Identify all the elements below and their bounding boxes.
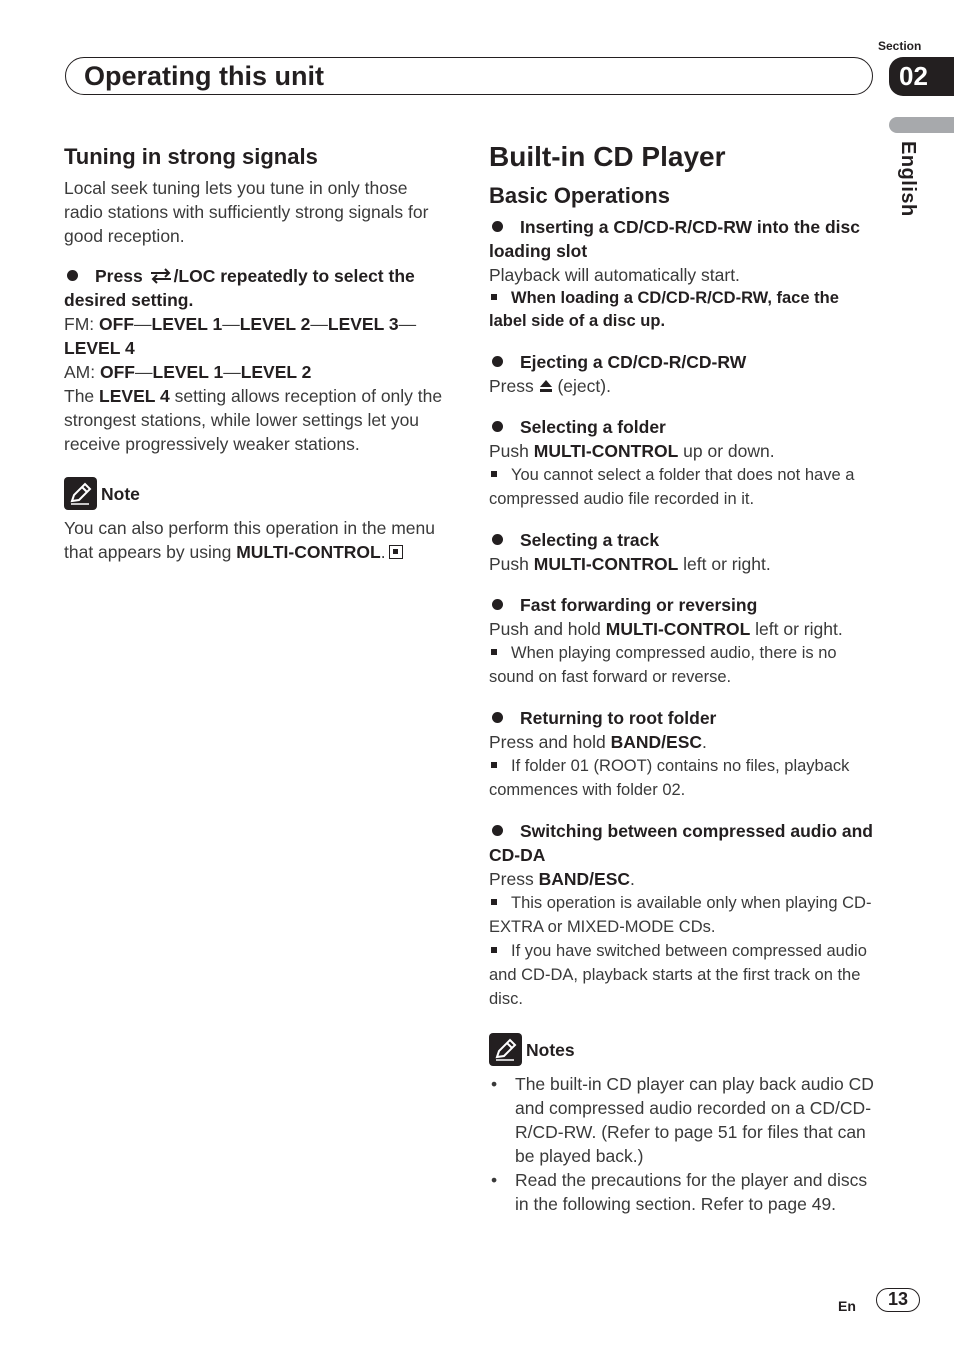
page-title: Operating this unit bbox=[84, 61, 324, 91]
insert-body: Playback will automatically start. bbox=[489, 265, 740, 285]
square-bullet-icon bbox=[491, 947, 497, 953]
left-column bbox=[64, 143, 449, 564]
square-bullet-icon bbox=[491, 899, 497, 905]
square-bullet-icon bbox=[491, 294, 497, 300]
bullet-dot-icon bbox=[492, 421, 503, 432]
note-text: You can also perform this operation in the menu that appears by using MULTI-CONTROL. bbox=[64, 518, 435, 562]
footer-language-code: En bbox=[838, 1298, 856, 1314]
ff-body: Push and hold MULTI-CONTROL left or right. bbox=[489, 619, 843, 639]
end-mark-icon bbox=[389, 545, 403, 559]
list-item: • The built-in CD player can play back audio CD and compressed audio recorded on a CD/CD-R/CD-RW. (Refer to page 51 for files that can be played back.) bbox=[491, 1074, 874, 1166]
switch-heading: Switching between compressed audio and CD-DA bbox=[489, 821, 873, 865]
eject-icon bbox=[539, 379, 553, 393]
section-number-tab: 02 bbox=[889, 57, 954, 96]
eject-body: Press (eject). bbox=[489, 376, 611, 396]
switch-body: Press BAND/ESC. bbox=[489, 869, 635, 889]
folder-body: Push MULTI-CONTROL up or down. bbox=[489, 441, 775, 461]
insert-heading: Inserting a CD/CD-R/CD-RW into the disc loading slot bbox=[489, 217, 860, 261]
subheading-basic-operations: Basic Operations bbox=[489, 183, 670, 208]
switch-note-1: This operation is available only when playing CD-EXTRA or MIXED-MODE CDs. bbox=[489, 894, 872, 936]
root-body: Press and hold BAND/ESC. bbox=[489, 732, 707, 752]
insert-note: When loading a CD/CD-R/CD-RW, face the label side of a disc up. bbox=[489, 289, 839, 330]
notes-header: Notes bbox=[489, 1033, 874, 1066]
notes-list bbox=[489, 1072, 874, 1216]
note-pencil-icon bbox=[489, 1033, 522, 1066]
track-heading: Selecting a track bbox=[489, 528, 874, 552]
square-bullet-icon bbox=[491, 762, 497, 768]
section-label: Section bbox=[878, 39, 922, 53]
eject-heading: Ejecting a CD/CD-R/CD-RW bbox=[489, 350, 874, 374]
bullet-dot-icon bbox=[492, 599, 503, 610]
track-body: Push MULTI-CONTROL left or right. bbox=[489, 554, 771, 574]
square-bullet-icon bbox=[491, 471, 497, 477]
right-column bbox=[489, 140, 874, 1216]
bullet-dot-icon bbox=[492, 825, 503, 836]
fm-levels: FM: OFF—LEVEL 1—LEVEL 2—LEVEL 3— LEVEL 4 bbox=[64, 314, 417, 358]
intro-text: Local seek tuning lets you tune in only those radio stations with sufficiently strong signals for good reception. bbox=[64, 178, 429, 246]
switch-note-2: If you have switched between compressed audio and CD-DA, playback starts at the first track on the disc. bbox=[489, 942, 867, 1008]
page-number: 13 bbox=[876, 1288, 920, 1312]
step-press-loc: Press /LOC repeatedly to select the desired setting. bbox=[64, 266, 415, 310]
bullet-dot-icon bbox=[67, 270, 78, 281]
am-levels: AM: OFF—LEVEL 1—LEVEL 2 bbox=[64, 362, 312, 382]
root-note: If folder 01 (ROOT) contains no files, playback commences with folder 02. bbox=[489, 757, 850, 799]
section-heading-strong-signals: Tuning in strong signals bbox=[64, 144, 318, 169]
bullet-dot-icon bbox=[492, 221, 503, 232]
section-heading-cd-player: Built-in CD Player bbox=[489, 141, 726, 172]
root-heading: Returning to root folder bbox=[489, 706, 874, 730]
folder-note: You cannot select a folder that does not have a compressed audio file recorded in it. bbox=[489, 466, 855, 508]
note-pencil-icon bbox=[64, 477, 97, 510]
ff-heading: Fast forwarding or reversing bbox=[489, 593, 874, 617]
language-label: English bbox=[897, 141, 919, 217]
note-header: Note bbox=[64, 477, 449, 510]
repeat-arrows-icon bbox=[148, 268, 174, 284]
language-tab bbox=[889, 117, 954, 133]
bullet-dot-icon bbox=[492, 356, 503, 367]
folder-heading: Selecting a folder bbox=[489, 415, 874, 439]
ff-note: When playing compressed audio, there is no sound on fast forward or reverse. bbox=[489, 644, 837, 686]
bullet-dot-icon bbox=[492, 712, 503, 723]
square-bullet-icon bbox=[491, 649, 497, 655]
list-item: • Read the precautions for the player and discs in the following section. Refer to page 49. bbox=[491, 1170, 868, 1214]
bullet-dot-icon bbox=[492, 534, 503, 545]
level-description: The LEVEL 4 setting allows reception of only the strongest stations, while lower settings let you receive progressively weaker stations. bbox=[64, 386, 443, 454]
